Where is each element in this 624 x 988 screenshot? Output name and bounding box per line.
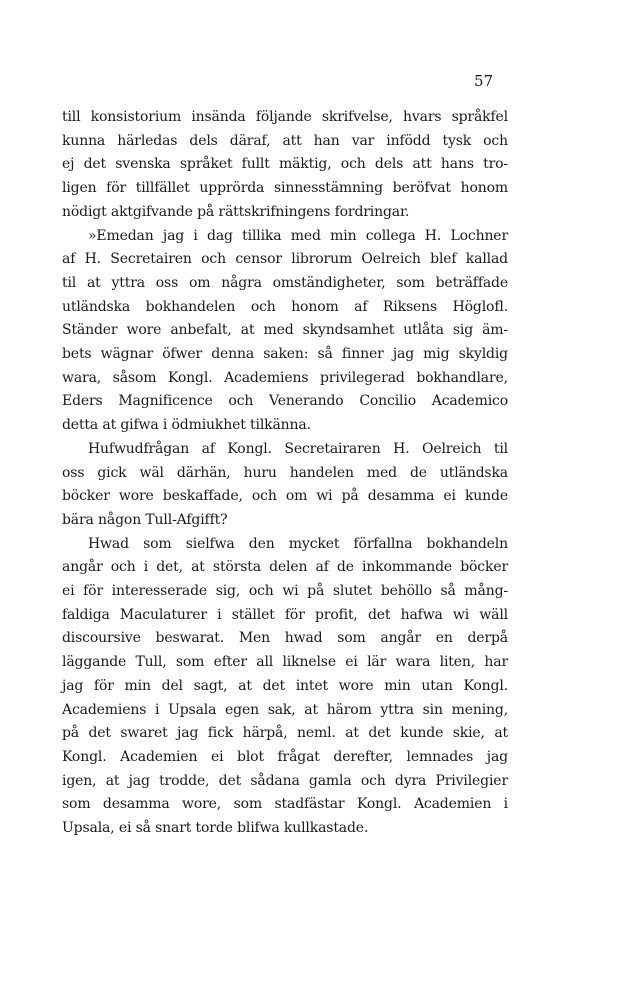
text-line: af H. Secretairen och censor librorum Oelreich blef kallad [62,251,508,268]
text-line: Upsala, ei så snart torde blifwa kullkastade. [62,820,369,837]
body-text [62,106,508,841]
text-line: igen, at jag trodde, det sådana gamla och dyra Privilegier [62,772,508,789]
text-line: faldiga Maculaturer i stället för profit, det hafwa wi wäll [62,606,508,623]
text-line: Eders Magnificence och Venerando Concilio Academico [62,393,508,410]
text-line: bära någon Tull-Afgifft? [62,511,228,528]
text-line: läggande Tull, som efter all liknelse ei lär wara liten, har [62,654,508,671]
text-line: Hufwudfrågan af Kongl. Secretairaren H. Oelreich til [88,440,508,457]
text-line: utländska bokhandelen och honom af Riksens Höglofl. [62,298,508,315]
text-line: nödigt aktgifvande på rättskrifningens fordringar. [62,203,410,220]
text-line: till konsistorium insända följande skrifvelse, hvars språkfel [62,109,508,125]
text-line: Hwad som sielfwa den mycket förfallna bokhandeln [88,535,508,552]
text-line: böcker wore beskaffade, och om wi på desamma ei kunde [62,488,508,505]
text-line: ei för interesserade sig, och wi på slutet behöllo så mång- [62,583,508,600]
text-line: detta at gifwa i ödmiukhet tilkänna. [62,417,311,434]
text-line: angår och i det, at största delen af de inkommande böcker [62,559,508,576]
text-line: ligen för tillfället upprörda sinnesstämning beröfvat honom [62,180,508,197]
text-line: Academiens i Upsala egen sak, at härom yttra sin mening, [62,701,508,718]
page-number: 57 [474,72,494,90]
text-line: på det swaret jag fick härpå, neml. at det kunde skie, at [62,725,508,742]
text-line: til at yttra oss om några omständigheter, som beträffade [62,274,508,291]
text-line: som desamma wore, som stadfästar Kongl. Academien i [62,796,508,813]
text-line: ej det svenska språket fullt mäktig, och dels att hans tro- [62,156,508,173]
text-line: wara, såsom Kongl. Academiens privilegerad bokhandlare, [62,369,508,386]
text-line: discoursive beswarat. Men hwad som angår en derpå [62,630,508,647]
text-line: oss gick wäl därhän, huru handelen med de utländska [62,464,508,481]
text-line: jag för min del sagt, at det intet wore min utan Kongl. [62,677,508,694]
text-line: bets wägnar öfwer denna saken: så finner jag mig skyldig [62,346,508,363]
text-line: kunna härledas dels däraf, att han var infödd tysk och [62,132,508,149]
text-line: Ständer wore anbefalt, at med skyndsamhet utlåta sig äm- [62,322,508,339]
text-line: Kongl. Academien ei blot frågat derefter, lemnades jag [62,748,508,765]
text-line: »Emedan jag i dag tillika med min collega H. Lochner [88,227,508,244]
